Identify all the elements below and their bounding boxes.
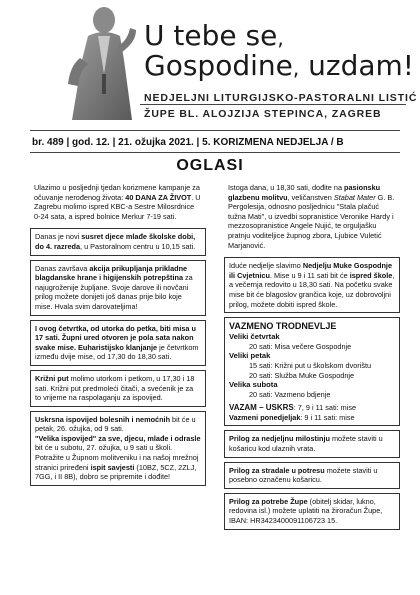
announcement-40-days: Ulazimo u posljednji tjedan korizmene kampanje za očuvanje nerođenog života: 40 DANA ZA ŽIVOT. U Zagrebu molimo ispred KBC-a Sestre Milosrdnice 0-24 sata, a ispred bolnice Merkur 7-19 sati. xyxy=(34,183,201,221)
header xyxy=(0,0,420,126)
triduum-saturday: Velika subota xyxy=(229,380,278,390)
title-line-1: U tebe se, xyxy=(144,19,284,52)
triduum-thursday: Veliki četvrtak xyxy=(229,332,280,342)
right-column xyxy=(224,180,400,534)
announcement-sunday-collection: Prilog za nedjeljnu milostinju možete staviti u košaricu kod ulaznih vrata. xyxy=(224,430,400,457)
announcement-parish-donation: Prilog za potrebe Župe (obitelj skidar, lukno, redovina isl.) možete uplatiti na žiroračun Župe, IBAN: HR3423400091106723 15. xyxy=(224,493,400,530)
divider-bottom xyxy=(30,152,400,153)
divider-top xyxy=(30,130,400,131)
announcement-earthquake-collection: Prilog za stradale u potresu možete staviti u posebno označenu košaricu. xyxy=(224,462,400,489)
announcement-food-drive: Danas završava akcija prikupljanja prikladne blagdanske hrane i higijenskih potrepština za najugroženije župljane. Svoje darove ili novčani prilog možete donijeti još danas prije bilo koje mise. Hvala svim darovateljima! xyxy=(30,260,206,316)
issue-info: br. 489 | god. 12. | 21. ožujka 2021. | 5. KORIZMENA NEDJELJA / B xyxy=(32,137,344,148)
easter-monday-label: Vazmeni ponedjeljak xyxy=(229,412,301,422)
triduum-saturday-item: 20 sati: Vazmeno bdjenje xyxy=(249,389,331,399)
announcement-children-meeting: Danas je novi susret djece mlađe školske dobi, do 4. razreda, u Pastoralnom centru u 10,15 sati. xyxy=(30,228,206,255)
announcement-weekday-mass: I ovog četvrtka, od utorka do petka, biti misa u 17 sati. Župni ured otvoren je pola sata nakon svake mise. Euharistijsko klanjanje je četvrtkom između dvije mise, od 17,30 do 18,30 sati. xyxy=(30,320,206,366)
section-title: OGLASI xyxy=(176,157,244,174)
triduum-friday-item-2: 20 sati: Služba Muke Gospodnje xyxy=(249,370,355,380)
parish-name: ŽUPE BL. ALOJZIJA STEPINCA, ZAGREB xyxy=(144,108,382,120)
triduum-friday: Veliki petak xyxy=(229,351,271,361)
easter-triduum-schedule: VAZMENO TRODNEVLJE Veliki četvrtak 20 sati: Misa večere Gospodnje Veliki petak 15 sati: Križni put u školskom dvorištu 20 sati: Služba Muke Gospodnje Velika subota 20 sati: Vazmeno bdjenje VAZAM – USKRS: 7, 9 i 11 sati: mise Vazmeni ponedjeljak: 9 i 11 sati: mise xyxy=(224,317,400,426)
announcement-way-of-cross: Križni put molimo utorkom i petkom, u 17,30 i 18 sati. Križni put predmoleći čitači, a svećenik je za to vrijeme na raspolaganju za ispovijed. xyxy=(30,370,206,407)
pope-statue-image xyxy=(58,0,142,120)
left-column xyxy=(30,180,206,490)
announcement-palm-sunday: Iduće nedjelje slavimo Nedjelju Muke Gospodnje ili Cvjetnicu. Mise u 9 i 11 sati bit će ispred škole, a večernja redovito u 18,30 sati. Na početku svake mise bit će blagoslov grančica koje, uz dobrovoljni prilog, možete dobiti ispred škole. xyxy=(224,257,400,313)
easter-label: VAZAM – USKRS xyxy=(229,403,294,413)
subtitle: NEDJELJNI LITURGIJSKO-PASTORALNI LISTIĆ xyxy=(144,92,418,104)
announcement-easter-confession: Uskrsna ispovijed bolesnih i nemoćnih bit će u petak, 26. ožujka, od 9 sati. "Velika ispovijed" za sve, djecu, mlađe i odrasle bit će u subotu, 27. ožujka, u 9 sati u školi. Potražite u Župnom molitveniku i na našoj mrežnoj stranici priređeni ispit savjesti (10BZ, 5CZ, 2ZLJ, 7GG, i II 8B), dobro se pripremite i dođite! xyxy=(30,411,206,486)
title-line-2: Gospodine, uzdam! xyxy=(144,49,414,82)
triduum-title: VAZMENO TRODNEVLJE xyxy=(229,321,337,332)
announcement-stabat-mater: Istoga dana, u 18,30 sati, dođite na pasionsku glazbenu molitvu, veličanstven Stabat Mater G. B. Pergolesija, odnosno posljednicu "Stala plačuć tužna Mati", u izvedbi sopranistice Veronike Hardy i mezzosopranistice Angele Nujić, te orguljašku pratnju voditeljice župnog zbora, Ljubice Vuletić Marjanović. xyxy=(228,183,395,250)
header-rule xyxy=(140,104,406,105)
triduum-thursday-item: 20 sati: Misa večere Gospodnje xyxy=(249,341,352,351)
triduum-friday-item-1: 15 sati: Križni put u školskom dvorištu xyxy=(249,360,372,370)
